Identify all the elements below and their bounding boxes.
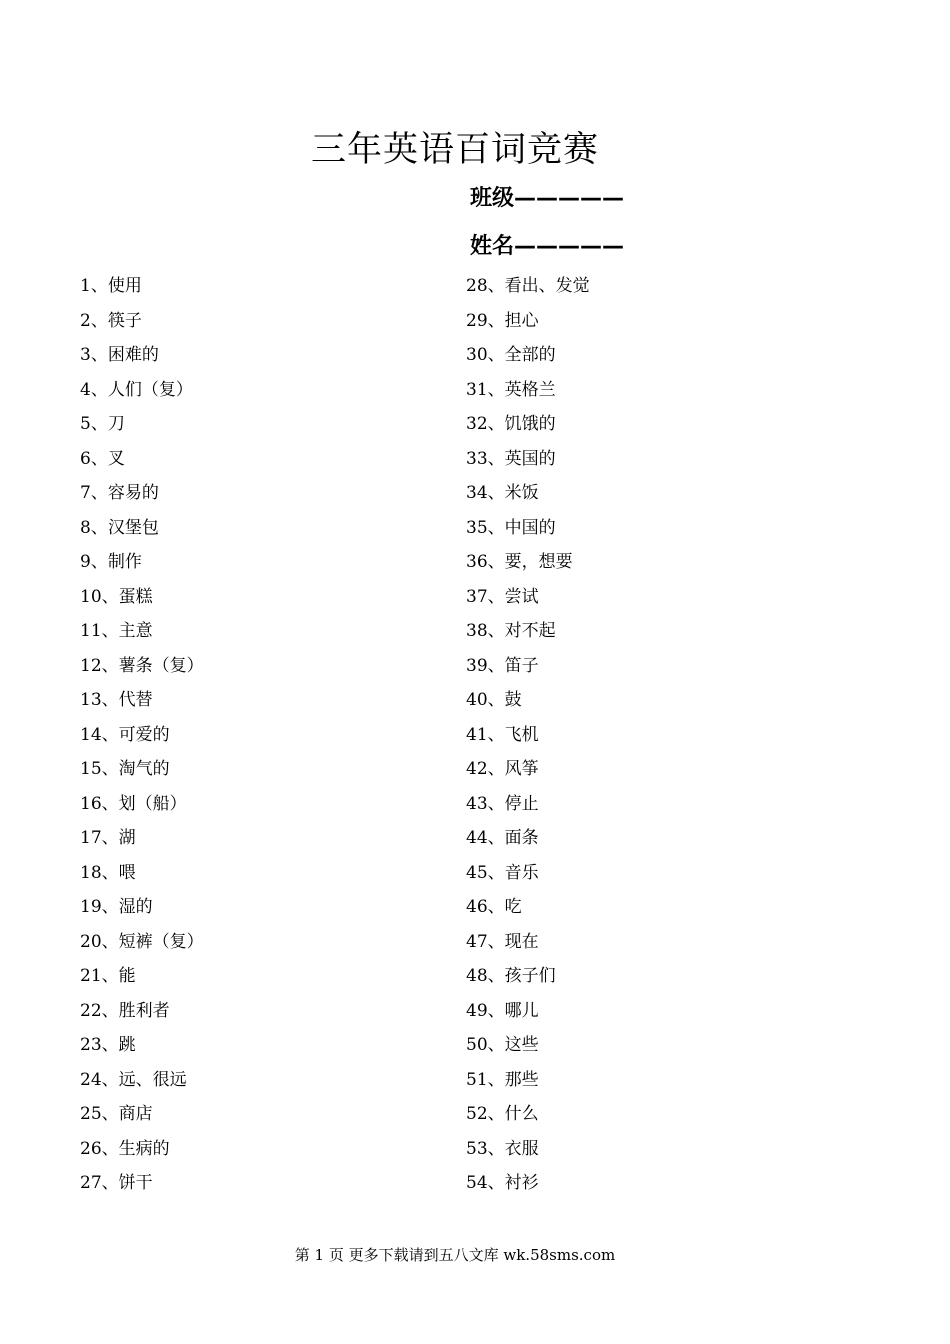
word-item: 15、淘气的 [80, 759, 170, 779]
word-item: 48、孩子们 [466, 966, 556, 986]
word-list-left [80, 269, 204, 1201]
word-item: 12、薯条（复） [80, 655, 204, 676]
word-item: 6、叉 [80, 448, 125, 469]
word-item: 22、胜利者 [80, 1000, 170, 1021]
word-item: 37、尝试 [466, 586, 539, 607]
word-item: 50、这些 [466, 1035, 539, 1055]
word-item: 20、短裤（复） [80, 931, 204, 952]
word-item: 45、音乐 [466, 862, 539, 883]
word-item: 10、蛋糕 [80, 586, 153, 607]
word-item: 21、能 [80, 966, 136, 986]
word-item: 30、全部的 [466, 345, 556, 365]
word-item: 52、什么 [466, 1104, 539, 1124]
name-field-label: 姓名————— [470, 234, 625, 259]
word-list-right [466, 269, 590, 1201]
word-item: 23、跳 [80, 1035, 136, 1055]
word-item: 1、使用 [80, 276, 142, 296]
word-item: 26、生病的 [80, 1138, 170, 1159]
word-item: 9、制作 [80, 552, 142, 572]
class-field-label: 班级————— [470, 186, 625, 211]
word-item: 19、湿的 [80, 897, 153, 917]
word-item: 38、对不起 [466, 621, 556, 641]
word-item: 49、哪儿 [466, 1000, 539, 1021]
word-item: 28、看出、发觉 [466, 276, 590, 296]
word-item: 35、中国的 [466, 517, 556, 538]
word-item: 24、远、很远 [80, 1069, 187, 1090]
word-item: 25、商店 [80, 1104, 153, 1124]
word-item: 2、筷子 [80, 310, 142, 331]
word-item: 39、笛子 [466, 655, 539, 676]
word-item: 11、主意 [80, 621, 153, 641]
word-item: 41、飞机 [466, 724, 539, 745]
word-item: 34、米饭 [466, 483, 539, 503]
word-item: 17、湖 [80, 828, 136, 848]
word-item: 18、喂 [80, 862, 136, 883]
word-item: 16、划（船） [80, 793, 187, 814]
word-item: 46、吃 [466, 897, 522, 917]
word-item: 53、衣服 [466, 1138, 539, 1159]
word-item: 32、饥饿的 [466, 414, 556, 434]
word-item: 8、汉堡包 [80, 517, 159, 538]
word-item: 51、那些 [466, 1069, 539, 1090]
word-item: 29、担心 [466, 310, 539, 331]
word-item: 42、风筝 [466, 759, 539, 779]
word-item: 3、困难的 [80, 345, 159, 365]
word-item: 13、代替 [80, 690, 153, 710]
word-item: 14、可爱的 [80, 724, 170, 745]
word-item: 4、人们（复） [80, 379, 193, 400]
word-item: 7、容易的 [80, 483, 159, 503]
word-item: 31、英格兰 [466, 379, 556, 400]
word-item: 36、要，想要 [466, 552, 573, 572]
word-item: 47、现在 [466, 931, 539, 952]
word-item: 27、饼干 [80, 1173, 153, 1193]
page-footer: 第 1 页 更多下载请到五八文库 wk.58sms.com [294, 1246, 616, 1264]
page-title: 三年英语百词竞赛 [310, 130, 599, 170]
word-item: 5、刀 [80, 414, 125, 434]
word-item: 40、鼓 [466, 690, 522, 710]
word-item: 43、停止 [466, 793, 539, 814]
word-item: 54、衬衫 [466, 1173, 539, 1193]
word-item: 33、英国的 [466, 448, 556, 469]
word-item: 44、面条 [466, 828, 539, 848]
